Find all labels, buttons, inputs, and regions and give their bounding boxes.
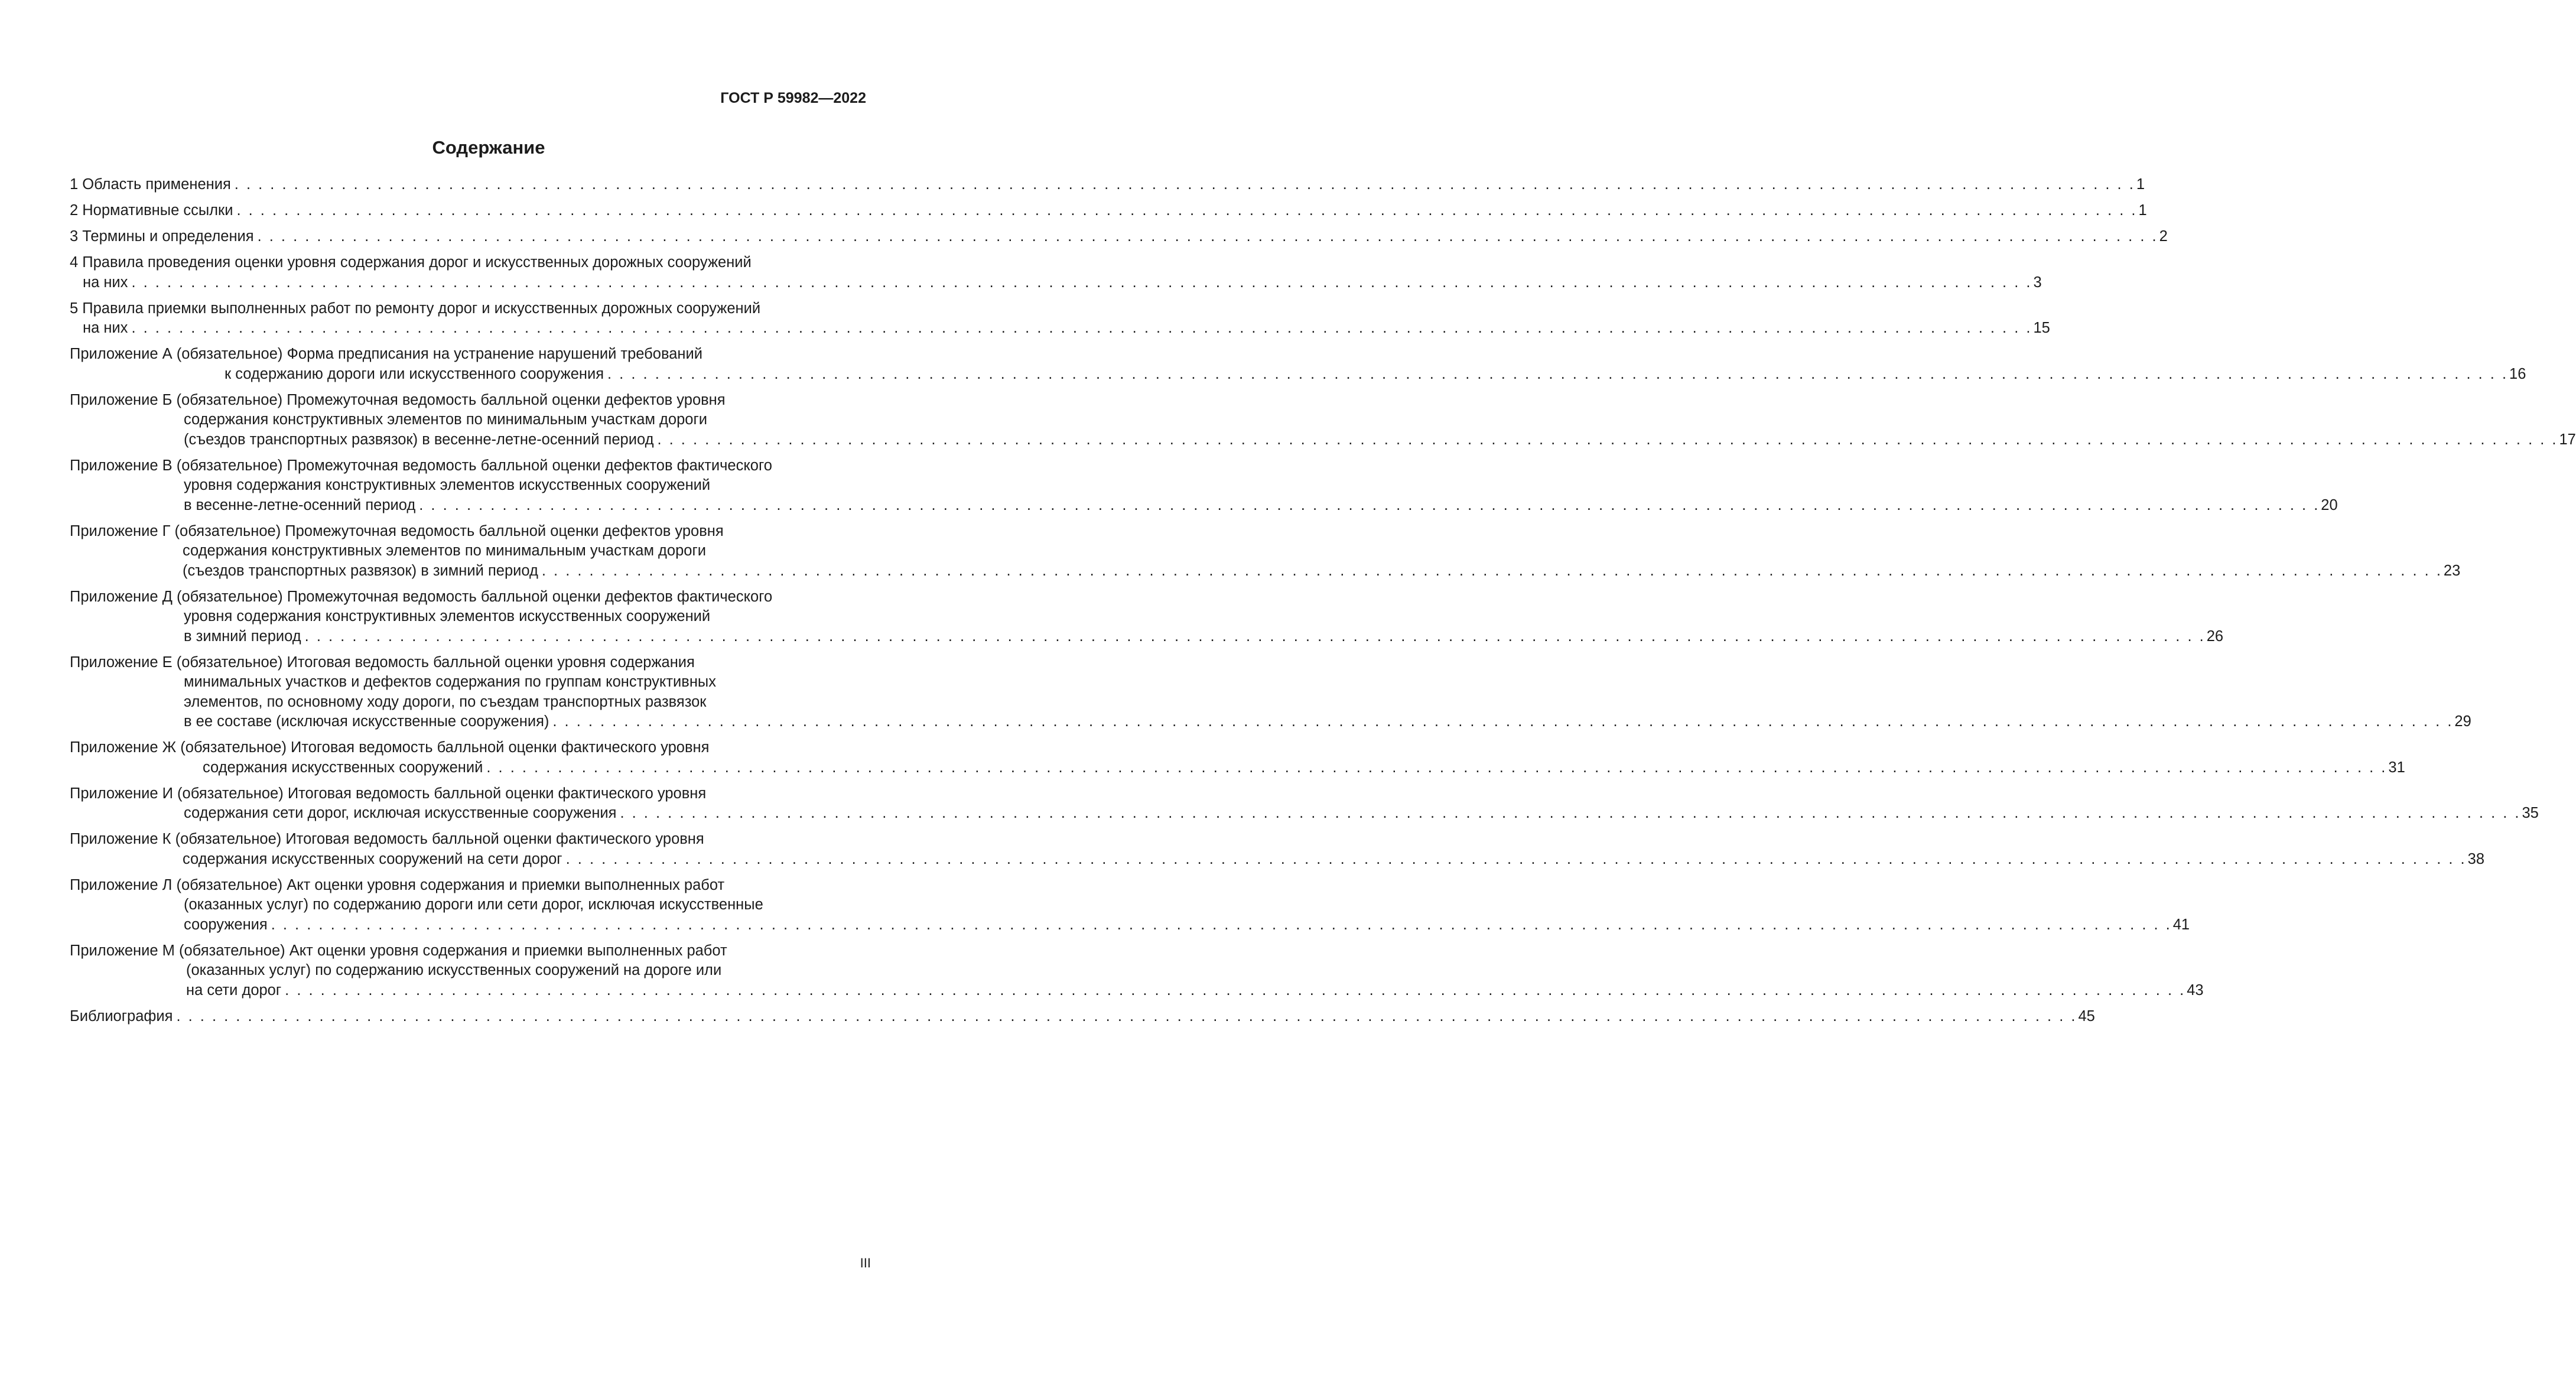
toc-entry-line [70,672,867,692]
toc-entry-page: 1 [2138,202,2147,219]
toc-entry-text: в зимний период [184,627,301,645]
toc-entry-last-line [70,273,2042,293]
toc-leader-dots: . . . . . . . . . . . . . . . . . . . . . . . . . . . . . . . . . . . . . . . . . . . . . . . . . . . . . . . . . . . . . . . . . . . . . . . . . . . . . . . . . . . . . . . . . . . . . . . . . . . . . . . . . . . . . . . . . . . . . . . . . . . . . . . . . . . . . . . . . . . . . . . . . . . . . . . . . . . . . . . . [234,176,2135,193]
toc-entry-last-line [70,1007,2095,1027]
toc-entry-page: 3 [2033,274,2042,291]
toc-entry-last-line [70,915,2190,935]
toc-leader-dots: . . . . . . . . . . . . . . . . . . . . . . . . . . . . . . . . . . . . . . . . . . . . . . . . . . . . . . . . . . . . . . . . . . . . . . . . . . . . . . . . . . . . . . . . . . . . . . . . . . . . . . . . . . . . . . . . . . . . . . . . . . . . . . . . . . . . . . . . . . . . . . . . . . . . . . . . . . . . . . . . [131,274,2032,291]
toc-entry-line [70,830,867,850]
toc-entry-last-line [70,496,2338,516]
toc-entry-line [70,784,867,804]
toc-entry-text: Приложение Е (обязательное) Итоговая ведомость балльной оценки уровня содержания [70,653,695,671]
toc-entry-text: (съездов транспортных развязок) в зимний период [183,562,538,579]
table-of-contents [70,175,2576,1033]
toc-leader-dots: . . . . . . . . . . . . . . . . . . . . . . . . . . . . . . . . . . . . . . . . . . . . . . . . . . . . . . . . . . . . . . . . . . . . . . . . . . . . . . . . . . . . . . . . . . . . . . . . . . . . . . . . . . . . . . . . . . . . . . . . . . . . . . . . . . . . . . . . . . . . . . . . . . . . . . . . . . . . . . . . [257,228,2158,245]
toc-leader-dots: . . . . . . . . . . . . . . . . . . . . . . . . . . . . . . . . . . . . . . . . . . . . . . . . . . . . . . . . . . . . . . . . . . . . . . . . . . . . . . . . . . . . . . . . . . . . . . . . . . . . . . . . . . . . . . . . . . . . . . . . . . . . . . . . . . . . . . . . . . . . . . . . . . . . . . . . . . . . . . . . [657,431,2558,448]
toc-entry-last-line [70,318,2050,339]
toc-entry[interactable] [70,299,2050,339]
toc-entry-text: уровня содержания конструктивных элементов искусственных сооружений [184,608,711,625]
toc-entry[interactable] [70,253,2042,292]
toc-entry-last-line [70,850,2485,870]
toc-leader-dots: . . . . . . . . . . . . . . . . . . . . . . . . . . . . . . . . . . . . . . . . . . . . . . . . . . . . . . . . . . . . . . . . . . . . . . . . . . . . . . . . . . . . . . . . . . . . . . . . . . . . . . . . . . . . . . . . . . . . . . . . . . . . . . . . . . . . . . . . . . . . . . . . . . . . . . . . . . . . . . . . [304,627,2206,645]
toc-entry-text: Приложение Б (обязательное) Промежуточная ведомость балльной оценки дефектов уровня [70,391,726,408]
toc-entry-text: на сети дорог [186,981,282,999]
toc-entry[interactable] [70,941,2204,1001]
toc-entry-text: Приложение Ж (обязательное) Итоговая ведомость балльной оценки фактического уровня [70,739,710,756]
toc-entry-last-line [70,758,2405,778]
toc-entry-text: в весенне-летне-осенний период [184,496,416,513]
toc-entry-page: 26 [2206,627,2224,645]
toc-leader-dots: . . . . . . . . . . . . . . . . . . . . . . . . . . . . . . . . . . . . . . . . . . . . . . . . . . . . . . . . . . . . . . . . . . . . . . . . . . . . . . . . . . . . . . . . . . . . . . . . . . . . . . . . . . . . . . . . . . . . . . . . . . . . . . . . . . . . . . . . . . . . . . . . . . . . . . . . . . . . . . . . [541,562,2442,579]
toc-entry-text: Приложение К (обязательное) Итоговая ведомость балльной оценки фактического уровня [70,831,704,847]
toc-entry-line [70,253,867,273]
toc-entry-page: 35 [2522,805,2539,821]
document-header-standard: ГОСТ Р 59982—2022 [720,90,866,106]
toc-entry-line [70,476,867,496]
toc-entry-last-line [70,430,2576,450]
toc-entry-page: 23 [2443,562,2461,579]
toc-entry-text: на них [83,320,128,336]
toc-entry[interactable] [70,456,2338,516]
toc-entry-page: 15 [2033,320,2050,336]
toc-entry-text: Приложение Д (обязательное) Промежуточная ведомость балльной оценки дефектов фактического [70,588,773,605]
toc-entry-text: 4 Правила проведения оценки уровня содержания дорог и искусственных дорожных сооружений [70,254,752,271]
toc-entry-text: содержания сети дорог, исключая искусственные сооружения [184,805,617,821]
toc-entry-text: 1 Область применения [70,176,231,193]
toc-entry-page: 2 [2159,228,2168,245]
toc-entry-page: 20 [2321,496,2338,513]
toc-entry-text: (съездов транспортных развязок) в весенне-летне-осенний период [184,431,654,448]
toc-entry-text: на них [83,274,128,291]
toc-entry-text: уровня содержания конструктивных элементов искусственных сооружений [184,477,711,493]
toc-entry-text: 5 Правила приемки выполненных работ по ремонту дорог и искусственных дорожных сооружений [70,300,761,317]
toc-entry[interactable] [70,876,2190,935]
toc-entry-text: содержания конструктивных элементов по минимальным участкам дороги [184,411,708,428]
toc-entry[interactable] [70,201,2147,221]
toc-entry-text: Библиография [70,1007,173,1025]
toc-entry-text: к содержанию дороги или искусственного сооружения [225,365,604,382]
toc-leader-dots: . . . . . . . . . . . . . . . . . . . . . . . . . . . . . . . . . . . . . . . . . . . . . . . . . . . . . . . . . . . . . . . . . . . . . . . . . . . . . . . . . . . . . . . . . . . . . . . . . . . . . . . . . . . . . . . . . . . . . . . . . . . . . . . . . . . . . . . . . . . . . . . . . . . . . . . . . . . . . . . . [271,916,2172,933]
toc-leader-dots: . . . . . . . . . . . . . . . . . . . . . . . . . . . . . . . . . . . . . . . . . . . . . . . . . . . . . . . . . . . . . . . . . . . . . . . . . . . . . . . . . . . . . . . . . . . . . . . . . . . . . . . . . . . . . . . . . . . . . . . . . . . . . . . . . . . . . . . . . . . . . . . . . . . . . . . . . . . . . . . . [552,713,2454,730]
toc-entry-page: 45 [2078,1007,2095,1025]
toc-leader-dots: . . . . . . . . . . . . . . . . . . . . . . . . . . . . . . . . . . . . . . . . . . . . . . . . . . . . . . . . . . . . . . . . . . . . . . . . . . . . . . . . . . . . . . . . . . . . . . . . . . . . . . . . . . . . . . . . . . . . . . . . . . . . . . . . . . . . . . . . . . . . . . . . . . . . . . . . . . . . . . . . [236,202,2138,219]
toc-entry-line [70,541,867,561]
toc-entry-last-line [70,561,2461,581]
toc-entry-line [70,961,867,981]
toc-leader-dots: . . . . . . . . . . . . . . . . . . . . . . . . . . . . . . . . . . . . . . . . . . . . . . . . . . . . . . . . . . . . . . . . . . . . . . . . . . . . . . . . . . . . . . . . . . . . . . . . . . . . . . . . . . . . . . . . . . . . . . . . . . . . . . . . . . . . . . . . . . . . . . . . . . . . . . . . . . . . . . . . [419,496,2320,513]
toc-entry[interactable] [70,587,2224,647]
toc-entry-line [70,692,867,713]
toc-title: Содержание [432,137,545,158]
toc-entry-last-line [70,227,2168,247]
toc-entry-text: Приложение И (обязательное) Итоговая ведомость балльной оценки фактического уровня [70,785,707,802]
toc-entry[interactable] [70,344,2526,384]
toc-entry-text: содержания конструктивных элементов по минимальным участкам дороги [183,542,707,559]
toc-entry-last-line [70,712,2471,732]
toc-leader-dots: . . . . . . . . . . . . . . . . . . . . . . . . . . . . . . . . . . . . . . . . . . . . . . . . . . . . . . . . . . . . . . . . . . . . . . . . . . . . . . . . . . . . . . . . . . . . . . . . . . . . . . . . . . . . . . . . . . . . . . . . . . . . . . . . . . . . . . . . . . . . . . . . . . . . . . . . . . . . . . . . [620,805,2521,821]
toc-entry-line [70,410,867,430]
toc-entry-page: 43 [2187,981,2204,999]
toc-entry-line [70,587,867,607]
toc-entry-line [70,456,867,476]
toc-entry[interactable] [70,391,2576,450]
toc-entry-text: содержания искусственных сооружений [203,759,483,776]
toc-entry[interactable] [70,175,2145,195]
toc-entry-text: 2 Нормативные ссылки [70,202,233,219]
toc-leader-dots: . . . . . . . . . . . . . . . . . . . . . . . . . . . . . . . . . . . . . . . . . . . . . . . . . . . . . . . . . . . . . . . . . . . . . . . . . . . . . . . . . . . . . . . . . . . . . . . . . . . . . . . . . . . . . . . . . . . . . . . . . . . . . . . . . . . . . . . . . . . . . . . . . . . . . . . . . . . . . . . . [607,365,2509,382]
toc-entry-text: 3 Термины и определения [70,228,254,245]
toc-entry-text: (оказанных услуг) по содержанию дороги или сети дорог, исключая искусственные [184,896,763,913]
toc-entry-line [70,941,867,961]
toc-entry[interactable] [70,738,2405,778]
toc-entry-text: минимальных участков и дефектов содержания по группам конструктивных [184,674,716,690]
toc-leader-dots: . . . . . . . . . . . . . . . . . . . . . . . . . . . . . . . . . . . . . . . . . . . . . . . . . . . . . . . . . . . . . . . . . . . . . . . . . . . . . . . . . . . . . . . . . . . . . . . . . . . . . . . . . . . . . . . . . . . . . . . . . . . . . . . . . . . . . . . . . . . . . . . . . . . . . . . . . . . . . . . . [486,759,2388,776]
toc-entry-text: Приложение Г (обязательное) Промежуточная ведомость балльной оценки дефектов уровня [70,522,724,539]
toc-entry-line [70,653,867,673]
toc-entry-line [70,895,867,915]
toc-entry[interactable] [70,1007,2095,1027]
toc-entry-text: элементов, по основному ходу дороги, по съездам транспортных развязок [184,693,707,710]
toc-entry-line [70,607,867,627]
toc-entry[interactable] [70,522,2461,581]
toc-entry-line [70,391,867,411]
page-number: III [860,1256,871,1270]
toc-entry-text: Приложение В (обязательное) Промежуточная ведомость балльной оценки дефектов фактического [70,457,772,474]
toc-entry[interactable] [70,227,2168,247]
toc-entry-page: 41 [2172,916,2190,933]
toc-entry-last-line [70,175,2145,195]
toc-leader-dots: . . . . . . . . . . . . . . . . . . . . . . . . . . . . . . . . . . . . . . . . . . . . . . . . . . . . . . . . . . . . . . . . . . . . . . . . . . . . . . . . . . . . . . . . . . . . . . . . . . . . . . . . . . . . . . . . . . . . . . . . . . . . . . . . . . . . . . . . . . . . . . . . . . . . . . . . . . . . . . . . [565,850,2467,867]
toc-entry-text: в ее составе (исключая искусственные сооружения) [184,713,549,730]
toc-leader-dots: . . . . . . . . . . . . . . . . . . . . . . . . . . . . . . . . . . . . . . . . . . . . . . . . . . . . . . . . . . . . . . . . . . . . . . . . . . . . . . . . . . . . . . . . . . . . . . . . . . . . . . . . . . . . . . . . . . . . . . . . . . . . . . . . . . . . . . . . . . . . . . . . . . . . . . . . . . . . . . . . [285,981,2186,999]
toc-leader-dots: . . . . . . . . . . . . . . . . . . . . . . . . . . . . . . . . . . . . . . . . . . . . . . . . . . . . . . . . . . . . . . . . . . . . . . . . . . . . . . . . . . . . . . . . . . . . . . . . . . . . . . . . . . . . . . . . . . . . . . . . . . . . . . . . . . . . . . . . . . . . . . . . . . . . . . . . . . . . . . . . [131,320,2032,336]
toc-entry-line [70,522,867,542]
toc-entry[interactable] [70,653,2471,732]
toc-entry-text: Приложение М (обязательное) Акт оценки уровня содержания и приемки выполненных работ [70,942,727,959]
toc-entry-page: 17 [2559,431,2576,448]
toc-entry[interactable] [70,784,2539,824]
toc-entry[interactable] [70,830,2485,869]
toc-entry-last-line [70,981,2204,1001]
toc-entry-last-line [70,804,2539,824]
toc-entry-page: 1 [2136,176,2145,193]
toc-entry-text: Приложение А (обязательное) Форма предписания на устранение нарушений требований [70,346,702,362]
toc-entry-page: 29 [2454,713,2471,730]
toc-entry-line [70,738,867,758]
toc-entry-page: 31 [2388,759,2405,776]
toc-entry-page: 16 [2509,365,2526,382]
toc-entry-text: (оказанных услуг) по содержанию искусственных сооружений на дороге или [186,962,722,978]
toc-entry-last-line [70,201,2147,221]
toc-entry-line [70,299,867,319]
toc-entry-last-line [70,627,2224,647]
toc-entry-line [70,876,867,896]
toc-entry-text: Приложение Л (обязательное) Акт оценки уровня содержания и приемки выполненных работ [70,876,725,893]
toc-entry-last-line [70,365,2526,385]
toc-leader-dots: . . . . . . . . . . . . . . . . . . . . . . . . . . . . . . . . . . . . . . . . . . . . . . . . . . . . . . . . . . . . . . . . . . . . . . . . . . . . . . . . . . . . . . . . . . . . . . . . . . . . . . . . . . . . . . . . . . . . . . . . . . . . . . . . . . . . . . . . . . . . . . . . . . . . . . . . . . . . . . . . [176,1007,2077,1025]
toc-entry-page: 38 [2467,850,2485,867]
toc-entry-line [70,344,867,365]
toc-entry-text: содержания искусственных сооружений на сети дорог [183,850,562,867]
toc-entry-text: сооружения [184,916,268,933]
